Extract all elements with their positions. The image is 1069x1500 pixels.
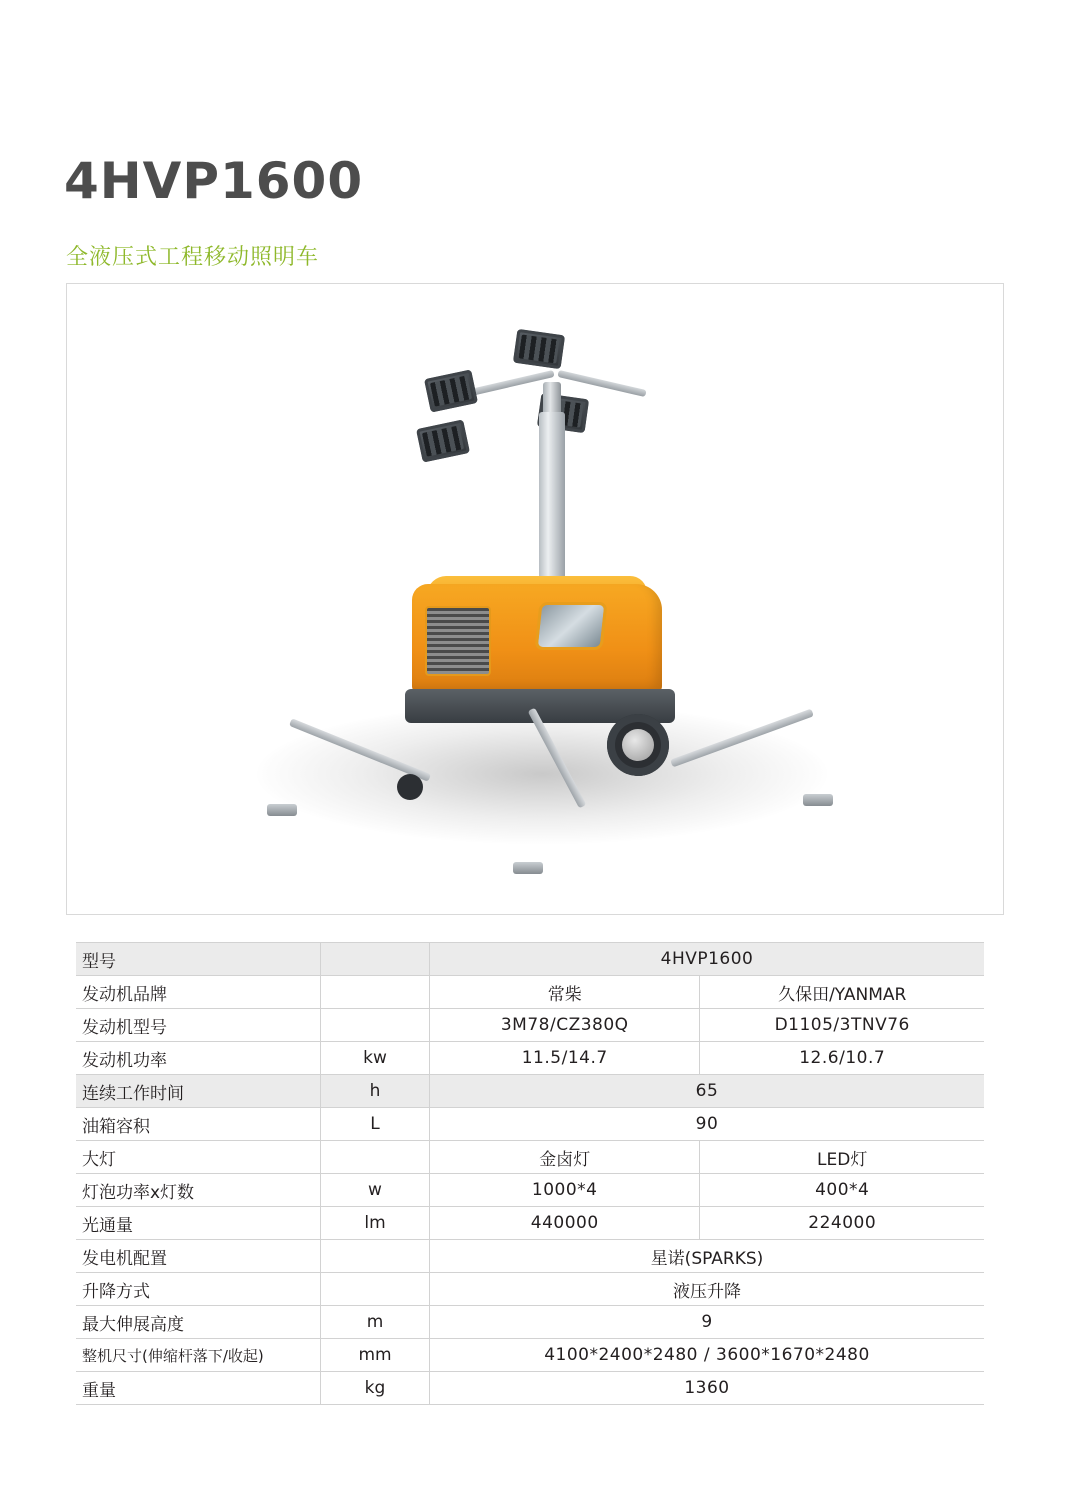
spec-unit: h [321, 1075, 430, 1108]
spec-label: 发动机型号 [76, 1009, 321, 1042]
table-row [76, 1339, 984, 1372]
spec-value: 4100*2400*2480 / 3600*1670*2480 [430, 1339, 985, 1372]
spec-value-a: 金卤灯 [430, 1141, 700, 1174]
outrigger-foot [267, 804, 297, 816]
floodlight-icon [424, 369, 478, 412]
spec-value-b: LED灯 [700, 1141, 984, 1174]
spec-label: 发电机配置 [76, 1240, 321, 1273]
spec-value-b: 400*4 [700, 1174, 984, 1207]
floodlight-icon [416, 419, 470, 462]
spec-unit: mm [321, 1339, 430, 1372]
spec-value: 90 [430, 1108, 985, 1141]
table-row [76, 1207, 984, 1240]
spec-unit: kw [321, 1042, 430, 1075]
spec-label: 连续工作时间 [76, 1075, 321, 1108]
spec-value-a: 440000 [430, 1207, 700, 1240]
table-row [76, 976, 984, 1009]
spec-value: 9 [430, 1306, 985, 1339]
spec-label: 重量 [76, 1372, 321, 1405]
spec-unit [321, 1141, 430, 1174]
specification-table [76, 942, 984, 1405]
spec-unit: kg [321, 1372, 430, 1405]
outrigger-foot [513, 862, 543, 874]
table-row [76, 943, 984, 976]
table-row [76, 1042, 984, 1075]
table-row [76, 1372, 984, 1405]
table-row [76, 1009, 984, 1042]
table-row [76, 1273, 984, 1306]
spec-label: 灯泡功率x灯数 [76, 1174, 321, 1207]
spec-label: 油箱容积 [76, 1108, 321, 1141]
spec-value-b: 224000 [700, 1207, 984, 1240]
radiator-grille [425, 606, 491, 676]
spec-value: 4HVP1600 [430, 943, 985, 976]
lamp-arm-left-icon [465, 370, 554, 397]
spec-unit: L [321, 1108, 430, 1141]
spec-unit [321, 943, 430, 976]
spec-unit [321, 976, 430, 1009]
spec-unit [321, 1273, 430, 1306]
spec-value-a: 11.5/14.7 [430, 1042, 700, 1075]
spec-label: 最大伸展高度 [76, 1306, 321, 1339]
spec-label: 升降方式 [76, 1273, 321, 1306]
lamp-arm-right-icon [557, 370, 646, 397]
control-panel-window [534, 602, 607, 650]
spec-unit [321, 1240, 430, 1273]
spec-value: 星诺(SPARKS) [430, 1240, 985, 1273]
spec-value-a: 1000*4 [430, 1174, 700, 1207]
table-row [76, 1306, 984, 1339]
spec-value: 液压升降 [430, 1273, 985, 1306]
table-row [76, 1174, 984, 1207]
trailer-wheel [607, 714, 669, 776]
spec-value: 65 [430, 1075, 985, 1108]
mast-lower-section [539, 412, 565, 592]
spec-unit: w [321, 1174, 430, 1207]
spec-label: 发动机品牌 [76, 976, 321, 1009]
table-row [76, 1108, 984, 1141]
spec-value: 1360 [430, 1372, 985, 1405]
table-row [76, 1240, 984, 1273]
spec-value-a: 常柴 [430, 976, 700, 1009]
table-row [76, 1075, 984, 1108]
spec-label: 光通量 [76, 1207, 321, 1240]
page-subtitle: 全液压式工程移动照明车 [66, 245, 320, 270]
outrigger-foot [803, 794, 833, 806]
floodlight-icon [513, 329, 565, 369]
spec-value-b: D1105/3TNV76 [700, 1009, 984, 1042]
spec-unit [321, 1009, 430, 1042]
table-row [76, 1141, 984, 1174]
spec-value-a: 3M78/CZ380Q [430, 1009, 700, 1042]
spec-unit: m [321, 1306, 430, 1339]
page-title: 4HVP1600 [64, 152, 364, 210]
spec-label: 型号 [76, 943, 321, 976]
spec-value-b: 久保田/YANMAR [700, 976, 984, 1009]
spec-unit: lm [321, 1207, 430, 1240]
jockey-wheel [397, 774, 423, 800]
spec-label: 大灯 [76, 1141, 321, 1174]
spec-label: 发动机功率 [76, 1042, 321, 1075]
spec-label: 整机尺寸(伸缩杆落下/收起) [76, 1339, 321, 1372]
product-image-frame [66, 283, 1004, 915]
spec-value-b: 12.6/10.7 [700, 1042, 984, 1075]
